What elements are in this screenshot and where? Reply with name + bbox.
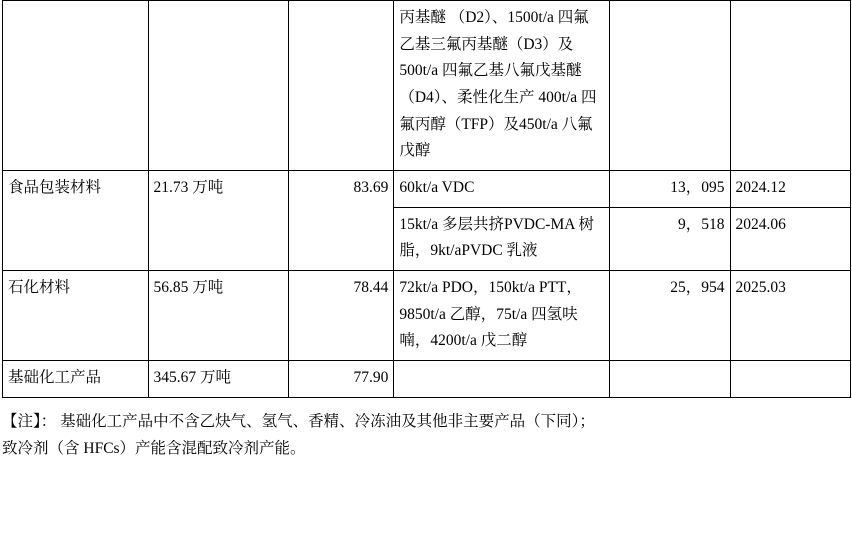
cell-text: 56.85 万吨 xyxy=(153,278,224,296)
table-row xyxy=(3,170,851,207)
table-row xyxy=(3,360,851,397)
cell-utilization xyxy=(288,170,393,270)
cell-text: 丙基醚 （D2）、1500t/a 四氟乙基三氟丙基醚（D3）及500t/a 四氟乙基八氟戊基醚（D4）、柔性化生产 400t/a 四氟丙醇（TFP）及450t/a 八氟戊醇 xyxy=(399,9,597,160)
cell-text: 77.90 xyxy=(353,368,389,386)
cell-text: 78.44 xyxy=(353,278,389,296)
footnote-line-1: 【注】： 基础化工产品中不含乙炔气、氢气、香精、冷冻油及其他非主要产品（下同）； xyxy=(2,412,595,430)
cell-text: 2024.06 xyxy=(735,215,786,233)
cell-detail xyxy=(394,1,610,171)
cell-detail xyxy=(394,170,610,207)
cell-text: 60kt/a VDC xyxy=(399,178,475,196)
cell-date xyxy=(730,360,850,397)
cell-text: 2024.12 xyxy=(735,178,786,196)
table-row xyxy=(3,1,851,171)
cell-product-category xyxy=(3,170,149,270)
cell-text: 9，518 xyxy=(678,215,725,233)
cell-text: 83.69 xyxy=(353,178,389,196)
cell-text: 345.67 万吨 xyxy=(153,368,232,386)
cell-text: 13，095 xyxy=(670,178,725,196)
footnote-line-2: 致冷剂（含 HFCs）产能含混配致冷剂产能。 xyxy=(2,439,306,457)
cell-text: 25，954 xyxy=(670,278,725,296)
table-row xyxy=(3,270,851,360)
cell-utilization xyxy=(288,360,393,397)
cell-amount xyxy=(610,360,730,397)
cell-text: 基础化工产品 xyxy=(8,368,102,386)
cell-text: 72kt/a PDO，150kt/a PTT，9850t/a 乙醇，75t/a 四氢呋喃，4200t/a 戊二醇 xyxy=(399,278,582,350)
cell-product-category xyxy=(3,360,149,397)
cell-amount xyxy=(610,1,730,171)
cell-text: 石化材料 xyxy=(8,278,71,296)
cell-detail xyxy=(394,270,610,360)
cell-text: 食品包装材料 xyxy=(8,178,102,196)
cell-amount xyxy=(610,170,730,207)
cell-date xyxy=(730,207,850,270)
cell-date xyxy=(730,270,850,360)
cell-date xyxy=(730,170,850,207)
cell-capacity xyxy=(148,1,288,171)
cell-product-category xyxy=(3,270,149,360)
capacity-table xyxy=(2,0,851,398)
cell-text: 2025.03 xyxy=(735,278,786,296)
cell-text: 21.73 万吨 xyxy=(153,178,224,196)
table-footnote xyxy=(2,408,850,462)
cell-capacity xyxy=(148,270,288,360)
cell-detail xyxy=(394,360,610,397)
cell-amount xyxy=(610,207,730,270)
cell-date xyxy=(730,1,850,171)
cell-detail xyxy=(394,207,610,270)
cell-text: 15kt/a 多层共挤PVDC-MA 树脂，9kt/aPVDC 乳液 xyxy=(399,215,594,260)
cell-product-category xyxy=(3,1,149,171)
cell-utilization xyxy=(288,270,393,360)
cell-amount xyxy=(610,270,730,360)
cell-capacity xyxy=(148,170,288,270)
cell-capacity xyxy=(148,360,288,397)
cell-utilization xyxy=(288,1,393,171)
